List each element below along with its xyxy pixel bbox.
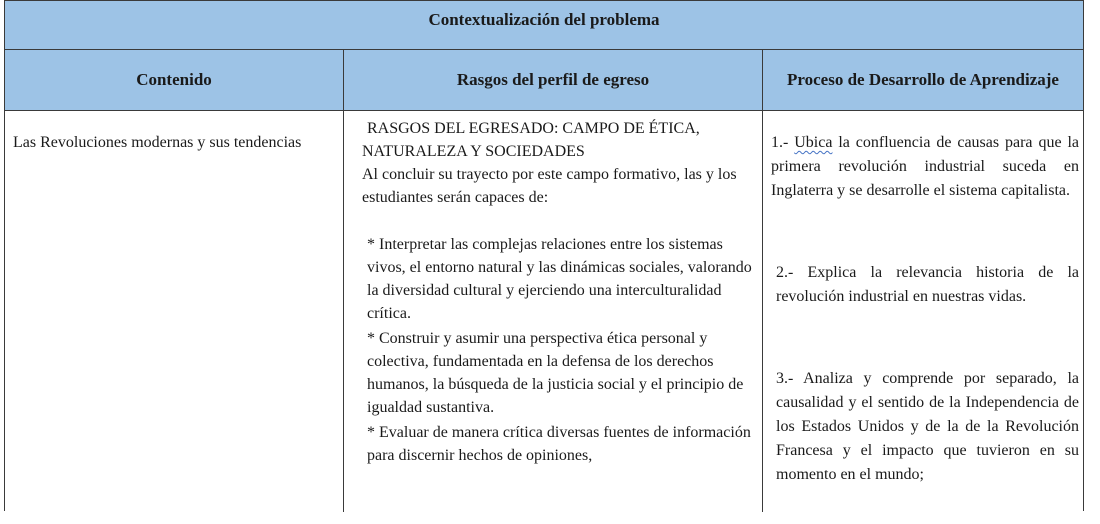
proceso-item-2: 2.- Explica la relevancia historia de la revolución industrial en nuestras vidas. — [776, 264, 1079, 305]
table-title: Contextualización del problema — [428, 10, 660, 29]
table-row — [5, 111, 1083, 512]
rasgos-title-line1: RASGOS DEL EGRESADO: CAMPO DE ÉTICA, — [367, 120, 700, 137]
table-title-row — [5, 1, 1083, 50]
proceso-item-1 — [771, 131, 1079, 203]
header-rasgos: Rasgos del perfil de egreso — [456, 70, 650, 89]
rasgos-title-line2: NATURALEZA Y SOCIEDADES — [362, 143, 585, 160]
table-header-row — [5, 50, 1083, 111]
proceso-item-verb: Ubica — [794, 134, 833, 151]
rasgos-bullet: * Construir y asumir una perspectiva ética personal y colectiva, fundamentada en la defensa de los derechos humanos, la búsqueda de la justicia social y el principio de igualdad sustantiva. — [367, 330, 744, 416]
proceso-item-3: 3.- Analiza y comprende por separado, la causalidad y el sentido de la Independencia de los Estados Unidos y de la de la Revolución Francesa y el impacto que tuvieron en su momento en el mundo; — [776, 370, 1079, 483]
content-table — [4, 0, 1084, 511]
header-proceso: Proceso de Desarrollo de Aprendizaje — [787, 70, 1059, 89]
rasgos-bullet: * Evaluar de manera crítica diversas fuentes de información para discernir hechos de opiniones, — [367, 424, 751, 464]
rasgos-bullet: * Interpretar las complejas relaciones entre los sistemas vivos, el entorno natural y las dinámicas sociales, valorando la diversidad cultural y ejerciendo una interculturalidad crítica. — [367, 236, 752, 322]
proceso-item-text: la confluencia de causas para que la primera revolución industrial suceda en Inglaterra y se desarrolle el sistema capitalista. — [771, 134, 1079, 199]
cell-rasgos — [362, 117, 757, 467]
cell-proceso — [771, 131, 1079, 487]
rasgos-intro: Al concluir su trayecto por este campo formativo, las y los estudiantes serán capaces de: — [362, 166, 737, 206]
proceso-item-number: 1.- — [771, 134, 795, 151]
header-contenido: Contenido — [136, 70, 212, 89]
cell-contenido: Las Revoluciones modernas y sus tendencias — [13, 134, 302, 151]
